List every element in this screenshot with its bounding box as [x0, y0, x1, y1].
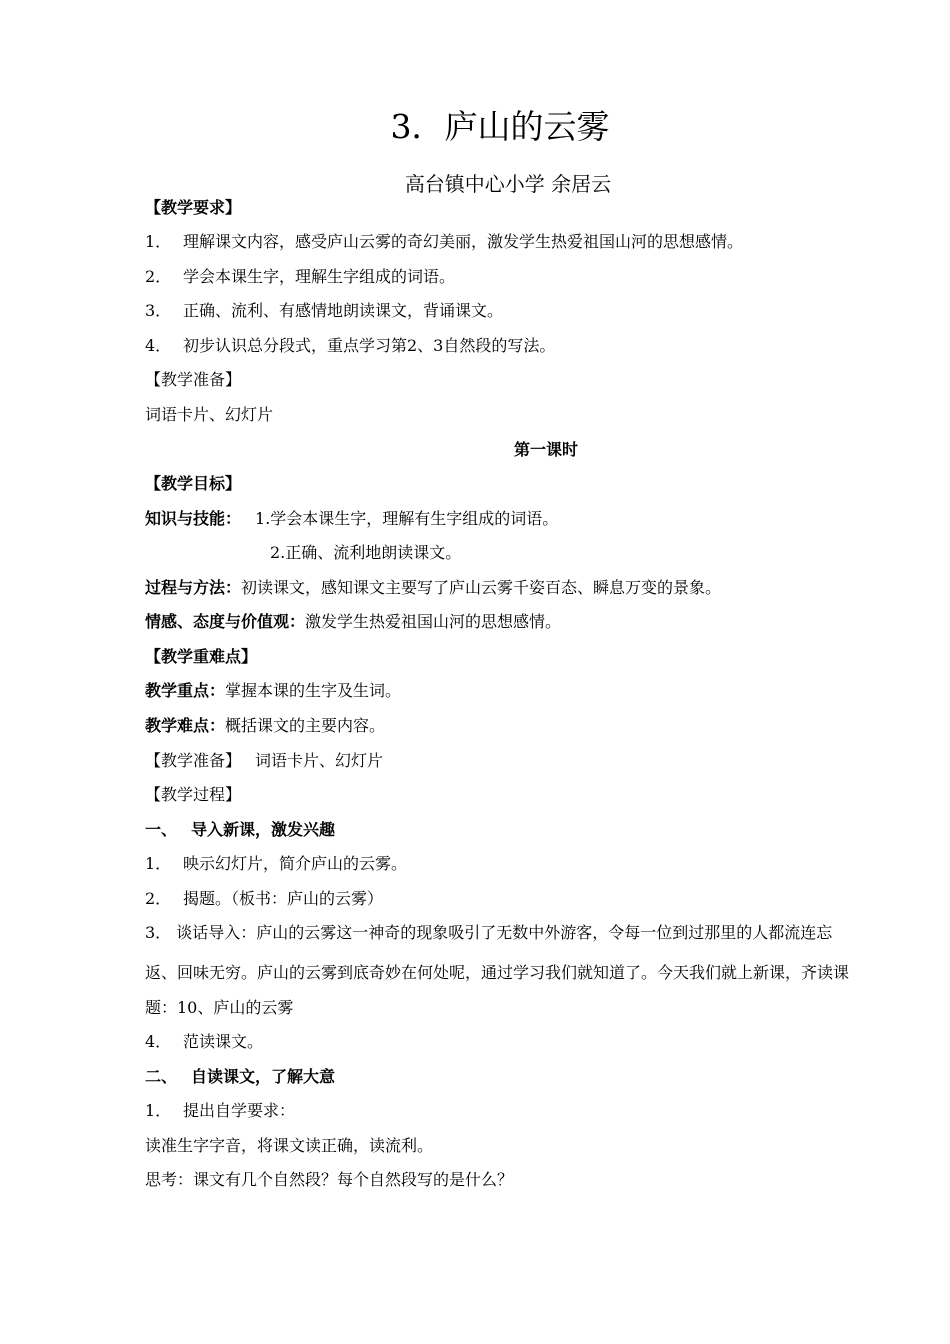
item-number: 4． — [145, 336, 172, 355]
section-title: 导入新课，激发兴趣 — [191, 820, 336, 839]
item-text: 映示幻灯片，简介庐山的云雾。 — [183, 854, 408, 873]
item-text: 初步认识总分段式，重点学习第2、3自然段的写法。 — [183, 336, 556, 355]
difficulty-text: 概括课文的主要内容。 — [225, 716, 386, 735]
item-text: 正确、流利、有感情地朗读课文，背诵课文。 — [183, 301, 504, 320]
paragraph-line: 3． 谈话导入：庐山的云雾这一神奇的现象吸引了无数中外游客，令每一位到过那里的人都流连忘 — [145, 923, 833, 942]
item-number: 2． — [145, 889, 172, 908]
focus-label: 教学重点： — [145, 681, 226, 700]
list-item — [145, 1098, 295, 1124]
objective-process — [145, 575, 721, 601]
objective-knowledge — [145, 506, 558, 532]
document-title: 3．庐山的云雾 — [390, 107, 610, 146]
knowledge-item: 2.正确、流利地朗读课文。 — [270, 543, 462, 562]
process-heading: 【教学过程】 — [145, 785, 242, 804]
list-item — [145, 886, 383, 912]
section-number: 二、 — [145, 1067, 178, 1086]
requirement-item — [145, 229, 743, 255]
list-item — [145, 851, 407, 877]
document-author: 高台镇中心小学 余居云 — [404, 172, 612, 196]
requirement-item — [145, 298, 503, 324]
focus-text: 掌握本课的生字及生词。 — [225, 681, 402, 700]
section-number: 一、 — [145, 820, 178, 839]
section-one-heading — [145, 817, 335, 843]
lesson-title: 第一课时 — [513, 440, 578, 459]
difficulty-label: 教学难点： — [145, 716, 226, 735]
teaching-focus — [145, 678, 401, 704]
paragraph-line: 题：10、庐山的云雾 — [145, 998, 294, 1017]
item-text: 理解课文内容，感受庐山云雾的奇幻美丽，激发学生热爱祖国山河的思想感情。 — [183, 232, 744, 251]
item-number: 3． — [145, 301, 172, 320]
preparation-text: 词语卡片、幻灯片 — [255, 751, 384, 770]
emotion-text: 激发学生热爱祖国山河的思想感情。 — [305, 612, 562, 631]
requirements-heading: 【教学要求】 — [145, 198, 242, 217]
preparation-text: 词语卡片、幻灯片 — [145, 405, 274, 424]
emotion-label: 情感、态度与价值观： — [145, 612, 306, 631]
process-label: 过程与方法： — [145, 578, 242, 597]
item-text: 揭题。（板书：庐山的云雾） — [183, 889, 384, 908]
preparation-heading: 【教学准备】 — [145, 370, 242, 389]
item-number: 1． — [145, 1101, 172, 1120]
teaching-difficulty — [145, 713, 385, 739]
objectives-heading: 【教学目标】 — [145, 474, 242, 493]
preparation-heading: 【教学准备】 — [145, 751, 242, 770]
section-title: 自读课文，了解大意 — [191, 1067, 336, 1086]
item-number: 1． — [145, 232, 172, 251]
item-number: 4． — [145, 1032, 172, 1051]
item-text: 提出自学要求： — [183, 1101, 296, 1120]
objective-emotion — [145, 609, 561, 635]
knowledge-item: 1.学会本课生字，理解有生字组成的词语。 — [255, 509, 559, 528]
paragraph-line: 读准生字字音，将课文读正确，读流利。 — [145, 1136, 434, 1155]
section-two-heading — [145, 1064, 335, 1090]
requirement-item — [145, 264, 455, 290]
requirement-item — [145, 333, 555, 359]
item-text: 范读课文。 — [183, 1032, 264, 1051]
list-item — [145, 1029, 263, 1055]
process-text: 初读课文，感知课文主要写了庐山云雾千姿百态、瞬息万变的景象。 — [241, 578, 722, 597]
keypoints-heading: 【教学重难点】 — [145, 647, 258, 666]
knowledge-label: 知识与技能： — [145, 509, 242, 528]
preparation-line — [145, 748, 383, 774]
item-number: 1． — [145, 854, 172, 873]
paragraph-line: 思考：课文有几个自然段？每个自然段写的是什么？ — [145, 1170, 514, 1189]
paragraph-line: 返、回味无穷。庐山的云雾到底奇妙在何处呢，通过学习我们就知道了。今天我们就上新课，齐读课 — [145, 963, 850, 982]
item-text: 学会本课生字，理解生字组成的词语。 — [183, 267, 456, 286]
item-number: 2． — [145, 267, 172, 286]
